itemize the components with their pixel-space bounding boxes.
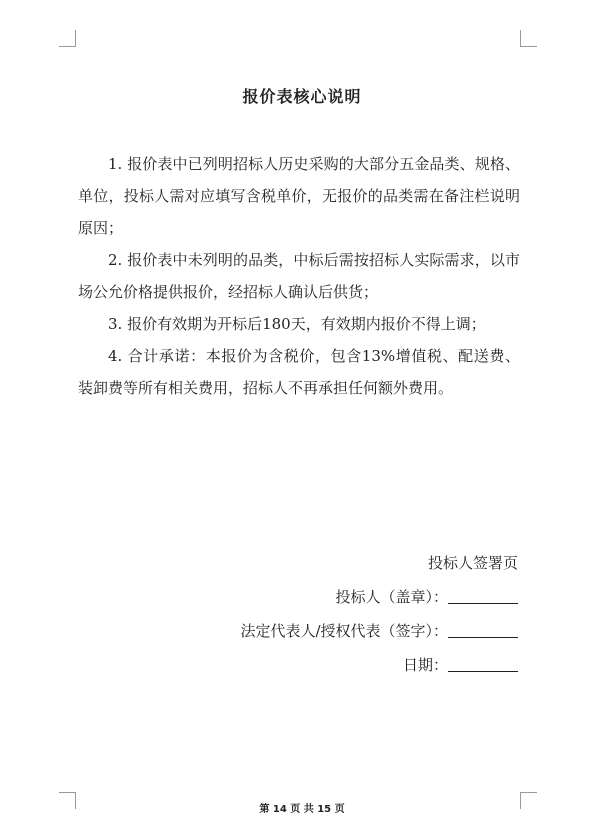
- signature-block: [240, 546, 518, 682]
- paragraph-4: 4. 合计承诺：本报价为含税价，包含13%增值税、配送费、装卸费等所有相关费用，招标人不再承担任何额外费用。: [78, 347, 520, 397]
- date-blank: [448, 655, 518, 672]
- paragraph-2: 2. 报价表中未列明的品类，中标后需按招标人实际需求，以市场公允价格提供报价，经招标人确认后供货；: [78, 251, 520, 301]
- crop-mark-top-right: [520, 30, 537, 47]
- representative-signature-row: [240, 614, 518, 648]
- representative-signature-label: 法定代表人/授权代表（签字）：: [240, 622, 448, 640]
- bidder-seal-row: [240, 580, 518, 614]
- document-body: [78, 148, 520, 404]
- bidder-seal-label: 投标人（盖章）：: [335, 588, 448, 606]
- date-row: [240, 648, 518, 682]
- paragraph-3: 3. 报价有效期为开标后180天，有效期内报价不得上调；: [108, 315, 486, 333]
- crop-mark-top-left: [59, 30, 76, 47]
- date-label: 日期：: [402, 656, 448, 674]
- representative-signature-blank: [448, 621, 518, 638]
- paragraph-1: 1. 报价表中已列明招标人历史采购的大部分五金品类、规格、单位，投标人需对应填写含税单价，无报价的品类需在备注栏说明原因；: [78, 155, 520, 237]
- document-title: 报价表核心说明: [242, 87, 362, 106]
- page-number-footer: 第 14 页 共 15 页: [259, 804, 345, 815]
- bidder-seal-blank: [448, 587, 518, 604]
- signature-heading: 投标人签署页: [427, 554, 518, 572]
